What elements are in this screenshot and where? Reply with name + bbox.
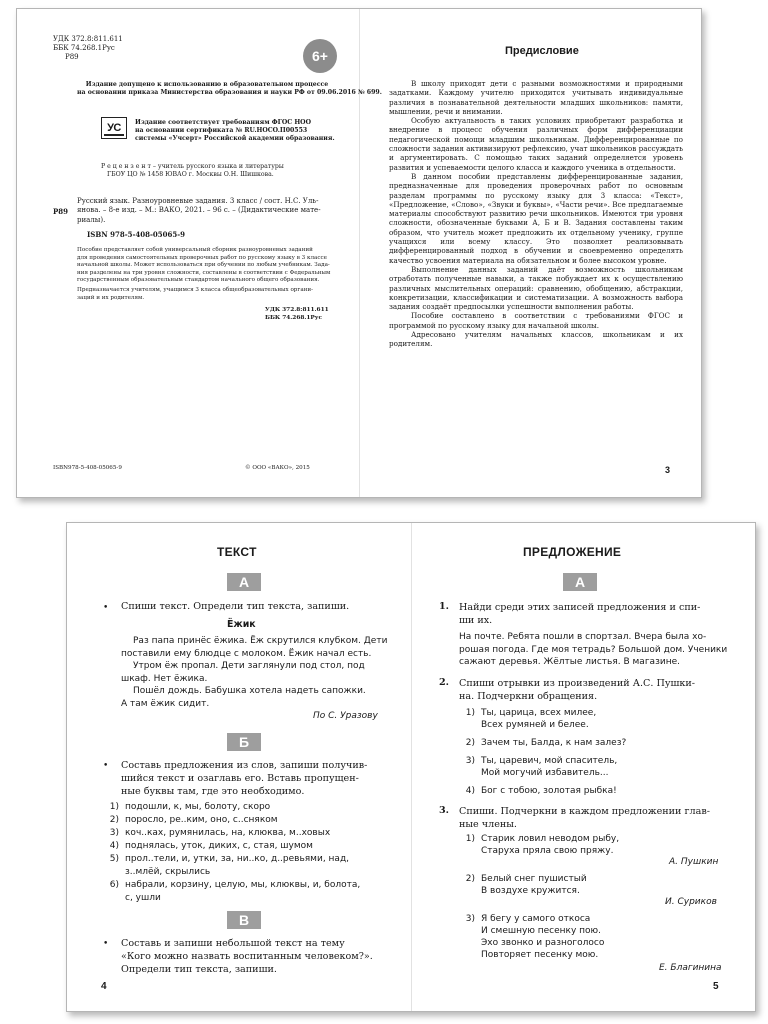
preface-paragraph: Особую актуальность в таких условиях приобретают разработка и внедрение в процесс обучения различных форм дифференциации педагогической помощи младшим школьникам. Дифференцированные по сложности задания активизируют рефлексию, учат школьников рассуждать и аргументировать. С помощью таких заданий определяется уровень развития и успеваемости целого класса и каждого ученика в отдельности. <box>389 116 683 172</box>
list-item: Повторяет песенку мою. <box>481 950 599 960</box>
list-item: 6) набрали, корзину, целую, мы, клюквы, и, болота, <box>109 880 361 890</box>
task-v: Составь и запиши небольшой текст на тему «Кого можно назвать воспитанным человеком?». Определи тип текста, запиши. <box>121 938 373 975</box>
imprint-block <box>53 35 123 62</box>
list-item: Всех румяней и белее. <box>481 720 589 730</box>
bullet: • <box>103 761 109 771</box>
list-item: 1) Старик ловил неводом рыбу, <box>465 834 620 844</box>
level-a-badge: А <box>227 573 261 591</box>
poem-author: И. Суриков <box>665 897 717 907</box>
list-item: 1) подошли, к, мы, болоту, скоро <box>109 802 271 812</box>
list-item: 2) Белый снег пушистый <box>465 874 587 884</box>
list-item: 4) Бог с тобою, золотая рыбка! <box>465 786 617 796</box>
task-number: 2. <box>439 677 450 688</box>
page-number: 5 <box>713 981 719 992</box>
list-item: Мой могучий избавитель... <box>481 768 609 778</box>
task-b: Составь предложения из слов, запиши получив- шийся текст и озаглавь его. Вставь пропущен- ные буквы там, где это необходимо. <box>121 760 368 797</box>
preface-paragraph: Пособие составлено в соответствии с требованиями ФГОС и программой по русскому языку для начальной школы. <box>389 311 683 330</box>
story-author: По С. Уразову <box>313 711 378 721</box>
level-v-badge: В <box>227 911 261 929</box>
list-item: з..млёй, скрылись <box>125 867 211 877</box>
gutter <box>411 523 412 1011</box>
poem-author: Е. Благинина <box>659 963 722 973</box>
udk-repeat: УДК 372.8:811.611 ББК 74.268.1Рус <box>265 307 329 321</box>
bullet: • <box>103 939 109 949</box>
audience: Предназначается учителям, учащимся 3 класса общеобразовательных органи- заций и их родителям. <box>77 287 314 301</box>
list-item: 3) коч..ках, румянилась, на, клюква, м..ховых <box>109 828 331 838</box>
list-item: И смешную песенку пою. <box>481 926 601 936</box>
task-1: Найди среди этих записей предложения и спи- ши их. <box>459 602 701 626</box>
task-number: 3. <box>439 805 450 816</box>
author-mark: Р89 <box>65 53 79 61</box>
footer-copyright: © ООО «ВАКО», 2015 <box>245 465 310 471</box>
list-item: 2) Зачем ты, Балда, к нам залез? <box>465 738 627 748</box>
approval-note: Издание допущено к использованию в образовательном процессе на основании приказа Министерства образования и науки РФ от 09.06.2016 № 699. <box>77 81 382 96</box>
poem-author: А. Пушкин <box>669 857 719 867</box>
uchsert-logo: УС <box>101 117 127 139</box>
page-number: 4 <box>101 981 107 992</box>
page-title: Предисловие <box>505 45 579 57</box>
story-text: Раз папа принёс ёжика. Ёж скрутился клубком. Дети поставили ему блюдце с молоком. Ёжик начал есть. Утром ёж пропал. Дети заглянули под стол, под шкаф. Нет ёжика. Пошёл дождь. Бабушка хотела надеть сапожки. А там ёжик сидит. <box>121 636 388 709</box>
biblio-label: Р89 <box>53 207 69 216</box>
task-a: Спиши текст. Определи тип текста, запиши. <box>121 601 350 612</box>
section-title-text: ТЕКСТ <box>217 545 257 559</box>
list-item: Старуха пряла свою пряжу. <box>481 846 614 856</box>
list-item: 4) поднялась, уток, диких, с, стая, шумом <box>109 841 313 851</box>
list-item: 5) прол..тели, и, утки, за, ни..ко, д..ревьями, над, <box>109 854 350 864</box>
task-1-text: На почте. Ребята пошли в спортзал. Вчера была хо- рошая погода. Где моя тетрадь? Большой дом. Ученики сажают деревья. Жёлтые листья. В магазине. <box>459 632 728 668</box>
bullet: • <box>103 603 109 613</box>
footer-isbn: ISBN978-5-408-05065-9 <box>53 465 122 471</box>
fgos-note: Издание соответствует требованиям ФГОС НОО на основании сертификата № RU.HOCO.П00553 системы «Учсерт» Российской академии образования. <box>135 119 335 142</box>
preface-paragraph: В школу приходят дети с разными возможностями и природными задатками. Каждому учителю приходится учитывать индивидуальные различия в познавательной деятельности младших школьников: памяти, мышлении, речи и внимании. <box>389 79 683 116</box>
biblio-record: Русский язык. Разноуровневые задания. 3 класс / сост. Н.С. Уль- янова. – 8-е изд. – М.: ВАКО, 2021. – 96 с. – (Дидактические мате- риалы). <box>77 197 321 224</box>
preface-body <box>389 79 683 349</box>
section-title-sentence: ПРЕДЛОЖЕНИЕ <box>523 545 622 559</box>
top-spread <box>16 8 702 498</box>
list-item: 3) Ты, царевич, мой спаситель, <box>465 756 618 766</box>
preface-paragraph: В данном пособии представлены дифференцированные задания, предназначенные для проведения проверочных работ по основным разделам программы по русскому языку для 3 класса: «Текст», «Предложение, «Слово», «Звуки и буквы», «Части речи». Все предлагаемые материалы способствуют развитию речи школьников. Имеются три уровня сложности, обозначенные буквами А, Б и В. Задания составлены таким образом, что учитель может предложить их отдельному ученику, группе учащихся или всему классу. Это позволяет реализовывать дифференцированный подход в обучении и своевременно определять качество усвоения материала на обязательном и более высоком уровне. <box>389 171 683 265</box>
isbn: ISBN 978-5-408-05065-9 <box>87 230 186 239</box>
gutter <box>359 9 360 497</box>
abstract: Пособие представляет собой универсальный сборник разноуровневых заданий для проведения самостоятельных проверочных работ по русскому языку в 3 классе начальной школы. Может использоваться при обучении по любым учебникам. Зада- ния разделены на три уровня сложности, составлены в соответствии с Федеральным государственным образовательным стандартом начального общего образования. <box>77 247 331 284</box>
bottom-spread <box>66 522 756 1012</box>
page-number: 3 <box>665 465 671 475</box>
level-b-badge: Б <box>227 733 261 751</box>
list-item: 3) Я бегу у самого откоса <box>465 914 591 924</box>
reviewer-note: Р е ц е н з е н т – учитель русского языка и литературы ГБОУ ЦО № 1458 ЮВАО г. Москвы О.Н. Шишкова. <box>101 163 284 178</box>
bbk: ББК 74.268.1Рус <box>53 44 115 52</box>
list-item: Эхо звонко и разноголосо <box>481 938 605 948</box>
list-item: 2) поросло, ре..ким, оно, с..сняком <box>109 815 278 825</box>
preface-paragraph: Выполнение данных заданий даёт возможность школьникам отработать полученные навыки, а также побуждает их к осуществлению различных мыслительных операций: сравнению, обобщению, абстракции, конкретизации, классификации и систематизации. А возможность выбора задания создаёт предпосылки успешности выполнения работы. <box>389 264 683 312</box>
task-number: 1. <box>439 601 450 612</box>
level-a-badge: А <box>563 573 597 591</box>
age-rating-badge: 6+ <box>303 39 337 73</box>
task-3: Спиши. Подчеркни в каждом предложении глав- ные члены. <box>459 806 710 830</box>
list-item: с, ушли <box>125 893 161 903</box>
task-2: Спиши отрывки из произведений А.С. Пушки- на. Подчеркни обращения. <box>459 678 696 702</box>
list-item: В воздухе кружится. <box>481 886 580 896</box>
preface-paragraph: Адресовано учителям начальных классов, школьникам и их родителям. <box>389 330 683 349</box>
udk: УДК 372.8:811.611 <box>53 35 123 43</box>
story-title: Ёжик <box>227 619 256 630</box>
list-item: 1) Ты, царица, всех милее, <box>465 708 597 718</box>
